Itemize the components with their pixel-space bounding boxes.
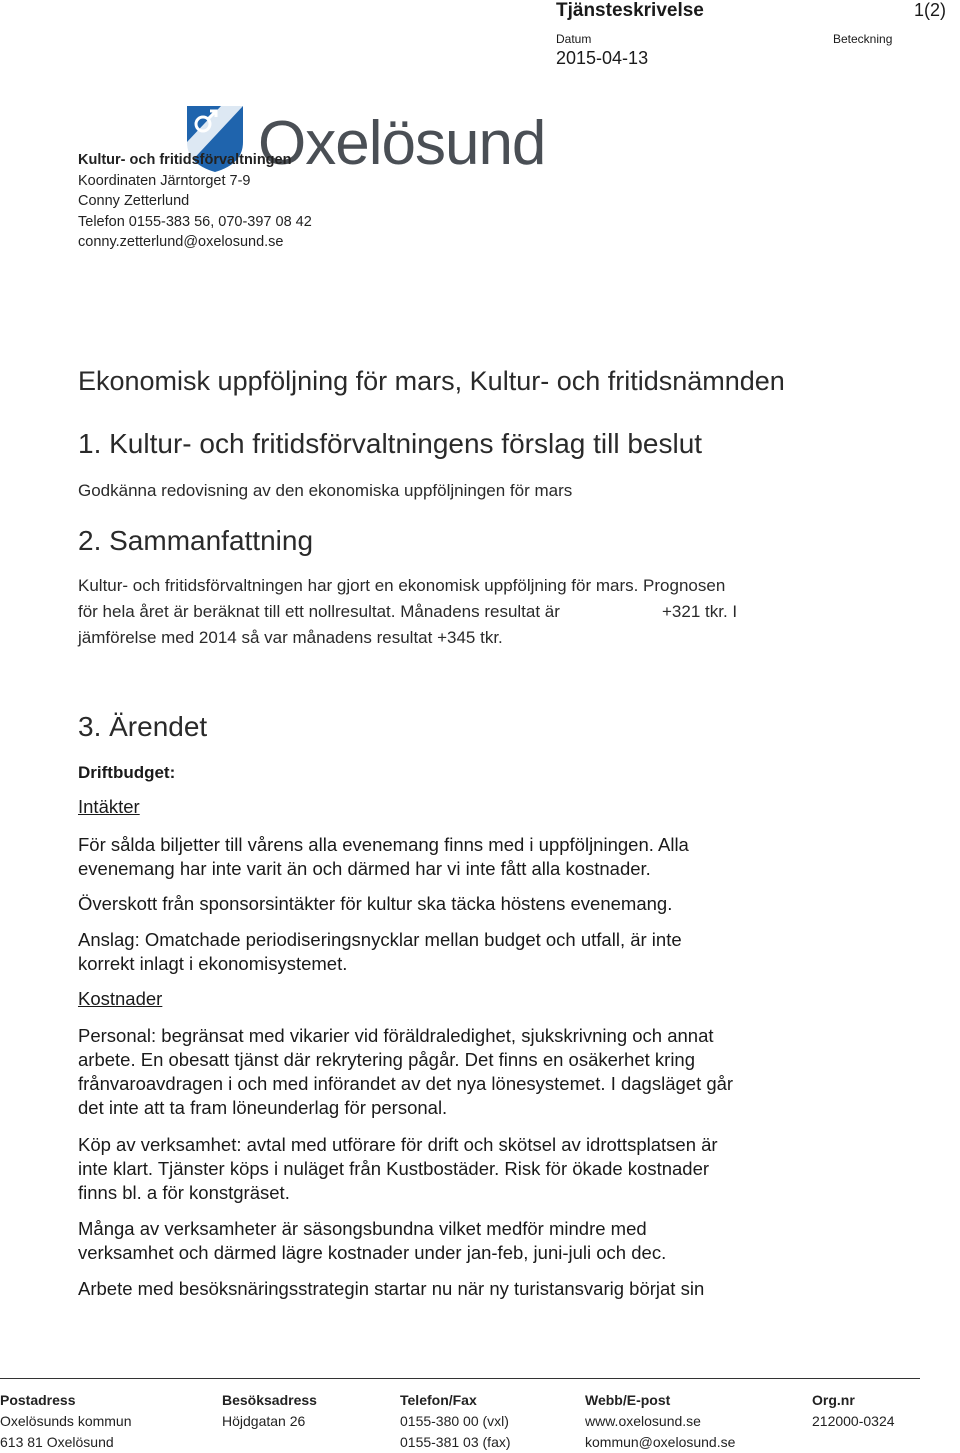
section-1-text: Godkänna redovisning av den ekonomiska uppföljningen för mars [78, 481, 573, 500]
paragraph-income-1 [78, 833, 858, 881]
paragraph-line: frånvaroavdragen i och med införandet av det nya lönesystemet. I dagsläget går [78, 1073, 734, 1094]
paragraph-line: finns bl. a för konstgräset. [78, 1182, 290, 1203]
section-2-line-1: Kultur- och fritidsförvaltningen har gjort en ekonomisk uppföljning för mars. Prognosen [78, 576, 726, 595]
footer-email-line[interactable]: kommun@oxelosund.se [585, 1434, 736, 1450]
section-2-heading: 2. Sammanfattning [78, 525, 314, 556]
footer-web-heading: Webb/E-post [585, 1392, 671, 1408]
section-3-heading: 3. Ärendet [78, 711, 208, 742]
footer-postal-line-2: 613 81 Oxelösund [0, 1434, 114, 1450]
page-number: 1(2) [913, 0, 946, 20]
paragraph-line: det inte att ta fram löneunderlag för personal. [78, 1097, 448, 1118]
document-title: Ekonomisk uppföljning för mars, Kultur- och fritidsnämnden [78, 366, 785, 396]
footer-postal-heading: Postadress [0, 1392, 76, 1408]
paragraph-income-3 [78, 928, 858, 976]
sender-name: Conny Zetterlund [78, 193, 190, 210]
paragraph-line: Köp av verksamhet: avtal med utförare för drift och skötsel av idrottsplatsen är [78, 1134, 718, 1155]
footer-divider [0, 1378, 920, 1379]
cost-heading: Kostnader [78, 988, 163, 1009]
paragraph-income-2: Överskott från sponsorsintäkter för kultur ska täcka höstens evenemang. [78, 893, 673, 914]
paragraph-line: inte klart. Tjänster köps i nuläget från Kustbostäder. Risk för ökade kostnader [78, 1158, 710, 1179]
footer-orgnr-heading: Org.nr [812, 1392, 855, 1408]
footer-phone [400, 1390, 511, 1453]
sender-phone: Telefon 0155-383 56, 070-397 08 42 [78, 213, 312, 230]
footer-phone-line-2: 0155-381 03 (fax) [400, 1434, 511, 1450]
reference-label: Beteckning [833, 32, 893, 46]
section-1-heading: 1. Kultur- och fritidsförvaltningens förslag till beslut [78, 428, 703, 459]
footer-visit-heading: Besöksadress [222, 1392, 317, 1408]
footer-orgnr [812, 1390, 895, 1432]
paragraph-line: korrekt inlagt i ekonomisystemet. [78, 953, 348, 974]
footer-phone-heading: Telefon/Fax [400, 1392, 477, 1408]
paragraph-line: evenemang har inte varit än och därmed har vi inte fått alla kostnader. [78, 858, 651, 879]
document-type: Tjänsteskrivelse [556, 0, 704, 21]
footer-web [585, 1390, 735, 1453]
paragraph-line: Många av verksamheter är säsongsbundna vilket medför mindre med [78, 1218, 647, 1239]
date-label: Datum [556, 32, 592, 46]
sender-block [78, 150, 478, 253]
date-value: 2015-04-13 [556, 48, 649, 68]
paragraph-line: verksamhet och därmed lägre kostnader under jan-feb, juni-juli och dec. [78, 1242, 667, 1263]
footer-phone-line-1: 0155-380 00 (vxl) [400, 1413, 509, 1429]
paragraph-cost-3 [78, 1217, 858, 1265]
footer-visit [222, 1390, 317, 1432]
footer-web-line-1[interactable]: www.oxelosund.se [585, 1413, 701, 1429]
drift-budget-heading: Driftbudget: [78, 763, 176, 782]
paragraph-cost-2 [78, 1133, 858, 1205]
income-heading: Intäkter [78, 796, 140, 817]
paragraph-line: För sålda biljetter till vårens alla evenemang finns med i uppföljningen. Alla [78, 834, 689, 855]
footer-orgnr-value: 212000-0324 [812, 1413, 895, 1429]
footer-postal [0, 1390, 132, 1453]
paragraph-line: arbete. En obesatt tjänst där rekrytering pågår. Det finns en osäkerhet kring [78, 1049, 696, 1070]
section-2-line-2b: +321 tkr. I [662, 602, 738, 621]
section-2-line-3: jämförelse med 2014 så var månadens resultat +345 tkr. [78, 628, 503, 647]
paragraph-cost-4: Arbete med besöksnäringsstrategin startar nu när ny turistansvarig börjat sin [78, 1278, 705, 1299]
sender-address: Koordinaten Järntorget 7-9 [78, 172, 251, 189]
sender-email: conny.zetterlund@oxelosund.se [78, 234, 284, 251]
paragraph-line: Personal: begränsat med vikarier vid föräldraledighet, sjukskrivning och annat [78, 1025, 714, 1046]
paragraph-line: Anslag: Omatchade periodiseringsnycklar mellan budget och utfall, är inte [78, 929, 682, 950]
footer-postal-line-1: Oxelösunds kommun [0, 1413, 132, 1429]
footer-visit-line-1: Höjdgatan 26 [222, 1413, 306, 1429]
sender-organization: Kultur- och fritidsförvaltningen [78, 152, 292, 168]
section-2-line-2a: för hela året är beräknat till ett nollresultat. Månadens resultat är [78, 602, 560, 621]
municipality-wordmark: Oxelösund [258, 109, 546, 178]
paragraph-cost-1 [78, 1024, 858, 1120]
